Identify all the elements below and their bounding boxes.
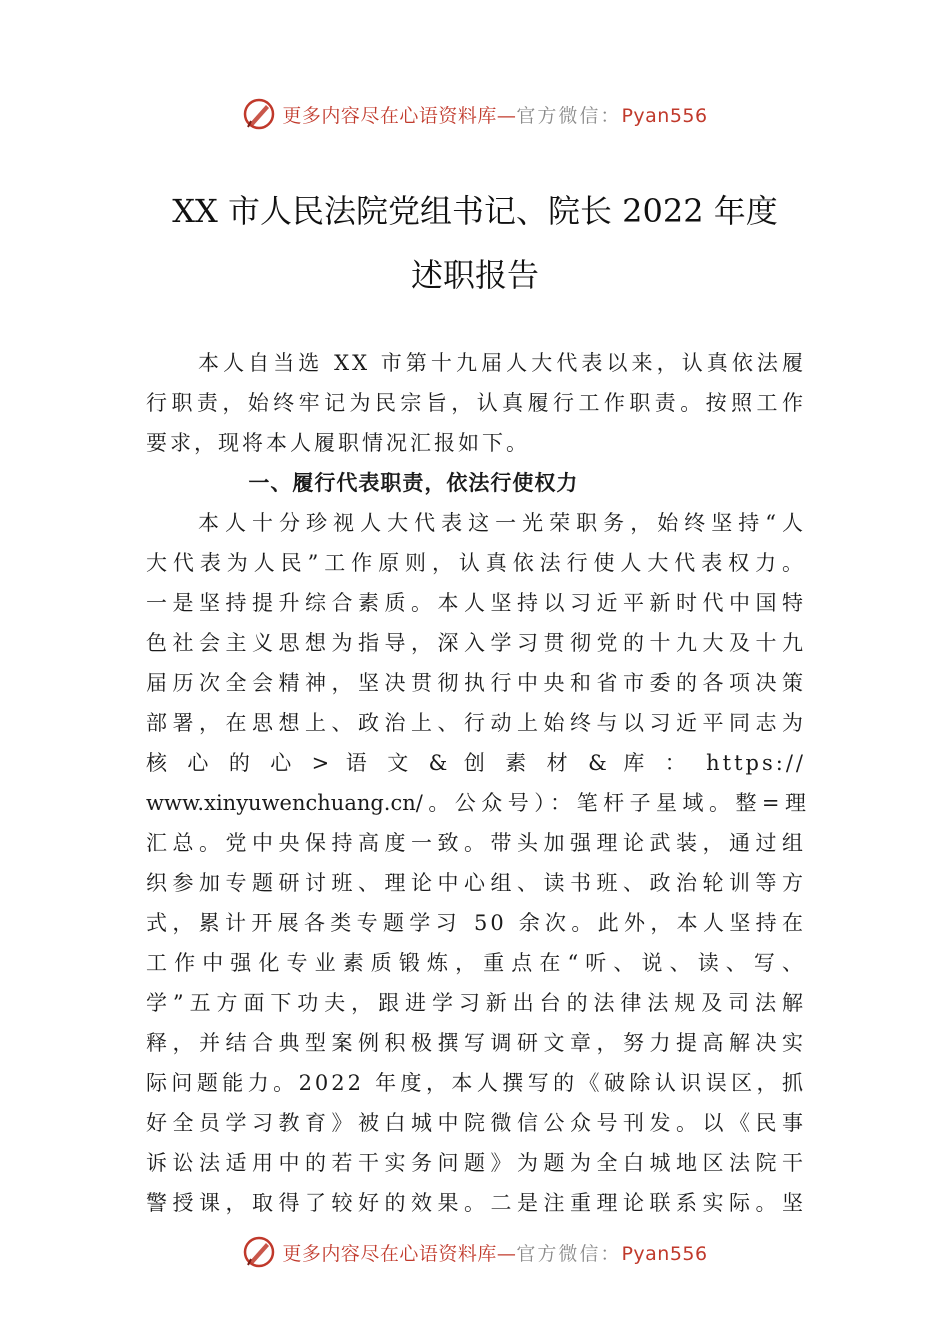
banner-main-text: 更多内容尽在心语资料库— — [282, 104, 517, 127]
text-line: 式，累计开展各类专题学习 50 余次。此外，本人坚持在 — [146, 911, 806, 935]
text-line: 届历次全会精神，坚决贯彻执行中央和省市委的各项决策 — [146, 671, 806, 695]
text-line: 好全员学习教育》被白城中院微信公众号刊发。以《民事 — [146, 1111, 806, 1135]
text-line: 织参加专题研讨班、理论中心组、读书班、政治轮训等方 — [146, 871, 806, 895]
text-line: 一是坚持提升综合素质。本人坚持以习近平新时代中国特 — [146, 591, 806, 615]
document-title-line-1: XX 市人民法院党组书记、院长 2022 年度 — [172, 192, 778, 230]
top-watermark-banner — [0, 94, 950, 134]
banner-wechat-label: 官方微信： — [516, 104, 622, 127]
pen-circle-logo-icon — [242, 97, 276, 131]
text-line: 诉讼法适用中的若干实务问题》为题为全白城地区法院干 — [146, 1151, 806, 1175]
document-title-line-2: 述职报告 — [410, 256, 539, 294]
pen-circle-logo-icon — [242, 1235, 276, 1269]
section-heading-1: 一、履行代表职责，依法行使权力 — [248, 471, 579, 495]
text-line: 汇总。党中央保持高度一致。带头加强理论武装，通过组 — [146, 831, 806, 855]
document-body — [146, 343, 806, 1223]
bottom-watermark-banner — [0, 1232, 950, 1272]
text-line: www.xinyuwenchuang.cn/。公众号）：笔杆子星域。整=理 — [146, 791, 806, 815]
banner-handle: Pyan556 — [621, 104, 708, 127]
text-line: 行职责，始终牢记为民宗旨，认真履行工作职责。按照工作 — [146, 391, 806, 415]
text-line: 际问题能力。2022 年度，本人撰写的《破除认识误区，抓 — [146, 1071, 806, 1095]
banner-text — [282, 1239, 707, 1266]
text-line: 本人十分珍视人大代表这一光荣职务，始终坚持“人 — [198, 511, 806, 535]
text-line: 核 心 的 心 > 语 文 & 创 素 材 & 库 ： https:// — [146, 751, 806, 775]
text-line: 本人自当选 XX 市第十九届人大代表以来，认真依法履 — [198, 351, 806, 375]
text-line: 工作中强化专业素质锻炼，重点在“听、说、读、写、 — [146, 951, 806, 975]
banner-wechat-label: 官方微信： — [516, 1242, 622, 1265]
text-line: 学”五方面下功夫，跟进学习新出台的法律法规及司法解 — [146, 991, 806, 1015]
banner-handle: Pyan556 — [621, 1242, 708, 1265]
text-line: 要求，现将本人履职情况汇报如下。 — [146, 431, 530, 455]
text-line: 释，并结合典型案例积极撰写调研文章，努力提高解决实 — [146, 1031, 806, 1055]
banner-main-text: 更多内容尽在心语资料库— — [282, 1242, 517, 1265]
banner-text — [282, 101, 707, 128]
text-line: 色社会主义思想为指导，深入学习贯彻党的十九大及十九 — [146, 631, 806, 655]
text-line: 警授课，取得了较好的效果。二是注重理论联系实际。坚 — [146, 1191, 806, 1215]
intro-paragraph — [146, 343, 806, 463]
text-line: 部署，在思想上、政治上、行动上始终与以习近平同志为 — [146, 711, 806, 735]
paragraph-2 — [146, 503, 806, 1223]
text-line: 大代表为人民”工作原则，认真依法行使人大代表权力。 — [146, 551, 806, 575]
